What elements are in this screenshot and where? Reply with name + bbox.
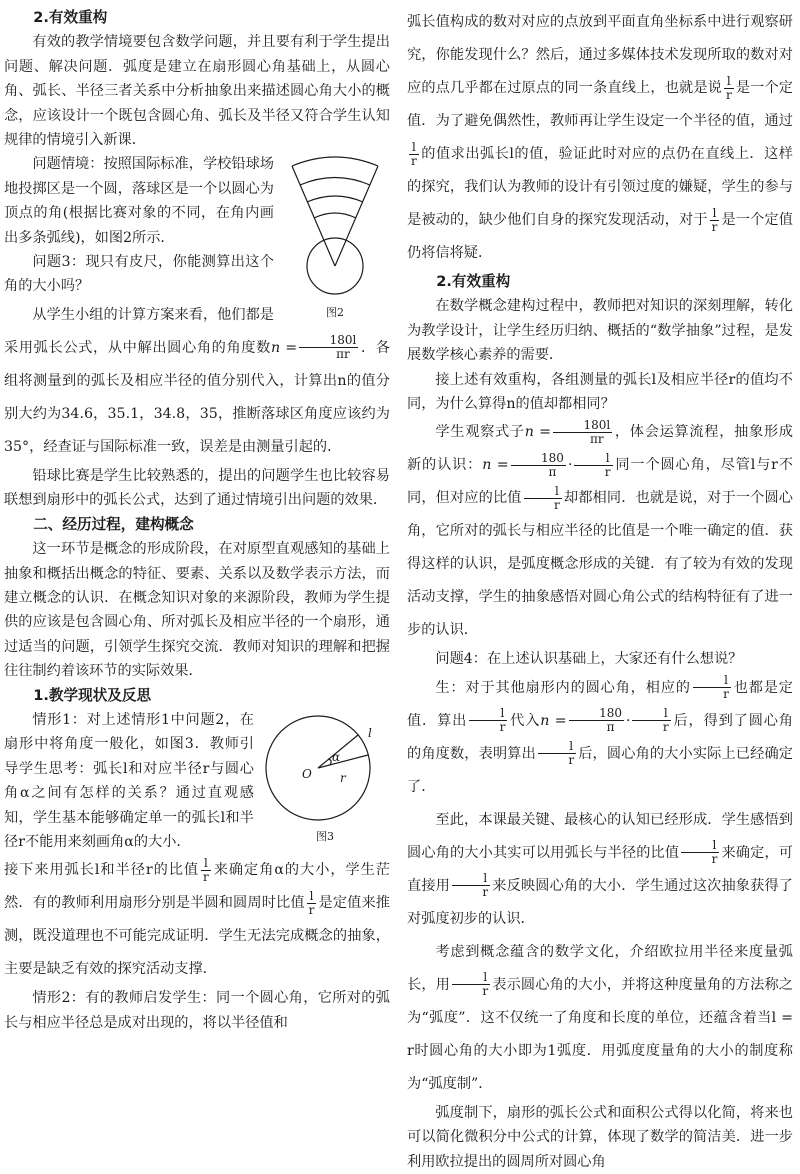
fraction-180-over-pi: $\frac{180}{\pi}$ bbox=[569, 707, 624, 734]
fraction-l-over-r: $\frac{l}{r}$ bbox=[693, 674, 731, 701]
paragraph: 考虑到概念蕴含的数学文化，介绍欧拉用半径来度量弧长，用 $\frac{l}{r}$ 表示圆心角的大小，并将这种度量角的方法称之为“弧度”．这不仅统一了角度和长度的单位，还蕴含着当l = r时圆心角的大小即为1弧度．用弧度度量角的大小的制度称为“弧度制”． bbox=[407, 943, 793, 1092]
fraction-l-over-r: $\frac{l}{r}$ bbox=[524, 485, 562, 512]
paragraph-student-answer: 生：对于其他扇形内的圆心角，相应的 $\frac{l}{r}$ 也都是定值．算出 $\frac{l}{r}$ 代入n = $\frac{180}{\pi}$ · $\frac{l}{r}$ 后，得到了圆心角的角度数，表明算出 $\frac{l}{r}$ 后，圆心角的大小实际上已经确定了． bbox=[407, 673, 793, 795]
right-column bbox=[407, 6, 793, 1174]
section-heading-experience-process: 二、经历过程，建构概念 bbox=[33, 515, 194, 533]
question-4: 问题4：在上述认识基础上，大家还有什么想说？ bbox=[435, 651, 743, 668]
fraction-l-over-r: $\frac{l}{r}$ bbox=[469, 707, 507, 734]
paragraph: 铅球比赛是学生比较熟悉的，提出的问题学生也比较容易联想到扇形中的弧长公式，达到了通过情境引出问题的效果． bbox=[4, 467, 390, 509]
label-O: O bbox=[302, 766, 312, 781]
paragraph: 情形2：有的教师启发学生：同一个圆心角，它所对的弧长与相应半径总是成对出现的，将以半径值和 bbox=[4, 990, 390, 1031]
paragraph: 弧度制下，扇形的弧长公式和面积公式得以化简，将来也可以简化微积分中公式的计算，体现了数学的简洁美．进一步利用欧拉提出的圆周所对圆心角 bbox=[407, 1104, 793, 1170]
fraction-l-over-r: $\frac{l}{r}$ bbox=[452, 971, 490, 998]
fraction-l-over-r: $\frac{l}{r}$ bbox=[411, 139, 417, 168]
paragraph: 这一环节是概念的形成阶段，在对原型直观感知的基础上抽象和概括出概念的特征、要素、关系以及数学表示方法，而建立概念的认识．在概念知识对象的来源阶段，教师为学生提供的应该是包含圆心角、所对弧长及相应半径的一个扇形，通过适当的问题，引领学生探究交流．教师对知识的理解和把握往往制约着该环节的实际效果． bbox=[4, 541, 390, 680]
label-r: r bbox=[340, 770, 346, 785]
question-3: 问题3：现只有皮尺，你能测算出这个角的大小吗？ bbox=[4, 254, 274, 295]
paragraph-formula: 从学生小组的计算方案来看，他们都是采用弧长公式，从中解出圆心角的角度数n = $\frac{180l}{\pi r}$ ．各组将测量到的弧长及相应半径的值分别代入，计算出n的值分别大约为34.6，35.1，34.8，35，推断落球区角度应该约为35°，经查证与国际标准一致，误差是由测量引起的． bbox=[4, 306, 390, 455]
fraction-180-over-pi: $\frac{180}{\pi}$ bbox=[511, 452, 566, 479]
shot-put-field-diagram bbox=[280, 156, 390, 306]
fraction-l-over-r: $\frac{l}{r}$ bbox=[725, 73, 732, 102]
fraction-180l-over-pir: $\frac{180l}{\pi r}$ bbox=[553, 419, 612, 446]
paragraph-ratio: 接下来用弧长l和半径r的比值 $\frac{l}{r}$ 来确定角α的大小，学生茫然．有的教师利用扇形分别是半圆和圆周时比值 $\frac{l}{r}$ 是定值来推测，既没道理也不可能完成证明．学生无法完成概念的抽象，主要是缺乏有效的探究活动支撑． bbox=[4, 855, 390, 978]
section-heading-effective-reconstruction: 2.有效重构 bbox=[33, 9, 108, 26]
fraction-l-over-r: $\frac{l}{r}$ bbox=[632, 707, 670, 734]
section-heading-effective-reconstruction: 2.有效重构 bbox=[436, 273, 511, 290]
fraction-l-over-r: $\frac{l}{r}$ bbox=[203, 855, 209, 884]
paragraph: 情形1：对上述情形1中问题2，在扇形中将角度一般化，如图3．教师引导学生思考：弧长l和对应半径r与圆心角α之间有怎样的关系？通过直观感知，学生基本能够确定单一的弧长l和半径r不能用来刻画角α的大小． bbox=[4, 711, 254, 850]
figure-2-caption: 图2 bbox=[326, 306, 344, 320]
fraction-180l-over-pir: $\frac{180l}{\pi r}$ bbox=[299, 334, 358, 361]
sector-diagram bbox=[260, 710, 390, 830]
fraction-l-over-r: $\frac{l}{r}$ bbox=[538, 740, 576, 767]
subsection-heading-teaching-status: 1.教学现状及反思 bbox=[33, 686, 152, 704]
left-column bbox=[4, 6, 390, 1035]
paragraph: 问题情境：按照国际标准，学校铅球场地投掷区是一个圆，落球区是一个以圆心为顶点的角(根据比赛对象的不同，在角内画出多条弧线)，如图2所示． bbox=[4, 156, 274, 246]
label-l: l bbox=[368, 725, 372, 740]
fraction-l-over-r: $\frac{l}{r}$ bbox=[308, 888, 315, 917]
paragraph: 至此，本课最关键、最核心的认知已经形成．学生感悟到圆心角的大小其实可以用弧长与半径的比值 $\frac{l}{r}$ 来确定，可直接用 $\frac{l}{r}$ 来反映圆心角的大小．学生通过这次抽象获得了对弧度初步的认识． bbox=[407, 811, 793, 927]
paragraph-formula: 学生观察式子n = $\frac{180l}{\pi r}$ ，体会运算流程，抽象形成新的认识：n = $\frac{180}{\pi}$ · $\frac{l}{r}$ 同一个圆心角，尽管l与r不同，但对应的比值 $\frac{l}{r}$ 却都相同．也就是说，对于一个圆心角，它所对的弧长与相应半径的比值是一个唯一确定的值．获得这样的认识，是弧度概念形成的关键．有了较为有效的发现活动支撑，学生的抽象感悟对圆心角公式的结构特征有了进一步的认识． bbox=[407, 417, 793, 639]
label-alpha: α bbox=[332, 749, 341, 764]
paragraph: 有效的教学情境要包含数学问题，并且要有利于学生提出问题、解决问题．弧度是建立在扇形圆心角基础上，从圆心角、弧长、半径三者关系中分析抽象出来描述圆心角大小的概念，应该设计一个既包含圆心角、弧长及半径又符合学生认知规律的情境引入新课． bbox=[4, 34, 390, 149]
fraction-l-over-r: $\frac{l}{r}$ bbox=[681, 839, 719, 866]
paragraph: 接上述有效重构，各组测量的弧长l及相应半径r的值均不同，为什么算得n的值却都相同？ bbox=[407, 371, 793, 413]
fraction-l-over-r: $\frac{l}{r}$ bbox=[574, 452, 612, 479]
fraction-l-over-r: $\frac{l}{r}$ bbox=[711, 205, 718, 234]
figure-3-caption: 图3 bbox=[316, 829, 334, 843]
figure-3 bbox=[260, 710, 390, 844]
paragraph: 弧长值构成的数对对应的点放到平面直角坐标系中进行观察研究，你能发现什么？然后，通过多媒体技术发现所取的数对对应的点几乎都在过原点的同一条直线上，也就是说 $\frac{l}{r}$ 是一个定值．为了避免偶然性，教师再让学生设定一个半径的值，通过 $\frac{l}{r}$ 的值求出弧长l的值，验证此时对应的点仍在直线上．这样的探究，我们认为教师的设计有引领过度的嫌疑，学生的参与是被动的，缺少他们自身的探究发现活动，对于 $\frac{l}{r}$ 是一个定值仍将信将疑． bbox=[407, 14, 793, 261]
fraction-l-over-r: $\frac{l}{r}$ bbox=[452, 872, 490, 899]
figure-2 bbox=[280, 156, 390, 320]
paragraph: 在数学概念建构过程中，教师把对知识的深刻理解，转化为教学设计，让学生经历归纳、概括的“数学抽象”过程，是发展数学核心素养的需要． bbox=[407, 298, 793, 364]
